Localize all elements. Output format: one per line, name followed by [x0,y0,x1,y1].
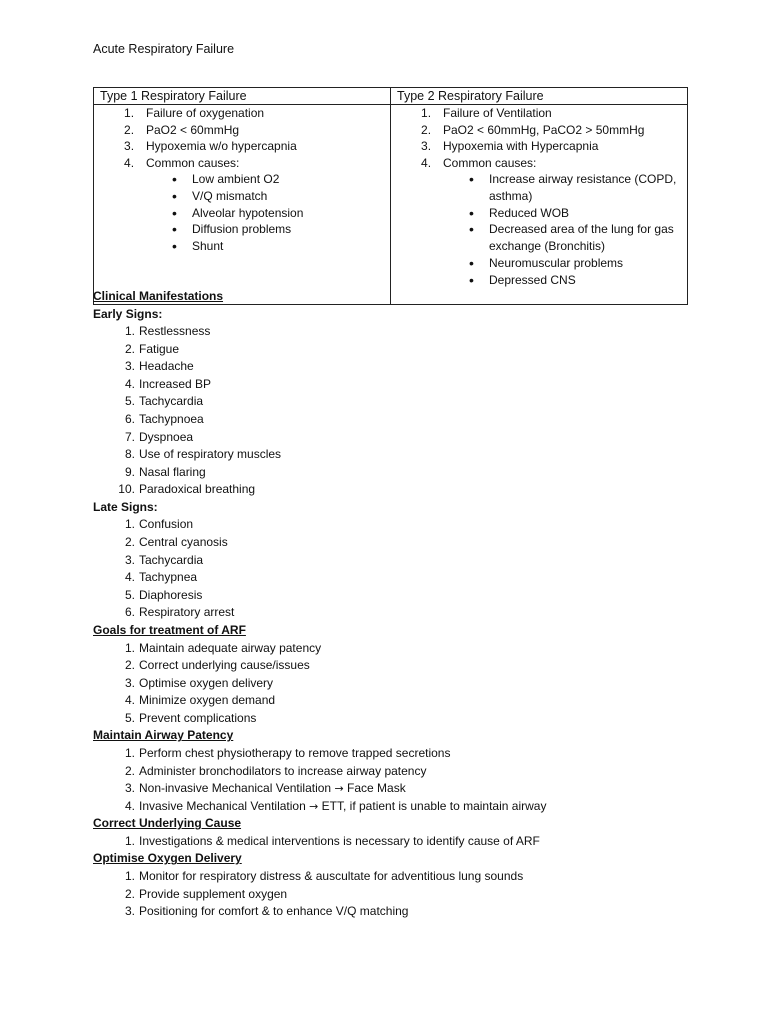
list-item: Positioning for comfort & to enhance V/Q matching [139,904,409,919]
early-signs-list [93,323,733,499]
bullet-item: • Depressed CNS [489,272,687,289]
list-item [443,155,687,289]
list-item: PaO2 < 60mmHg, PaCO2 > 50mmHg [443,122,645,137]
late-signs-list [93,516,733,622]
list-item: Diaphoresis [139,587,203,602]
type2-list [397,105,687,289]
list-item: PaO2 < 60mmHg [146,122,240,137]
list-item-label: Common causes: [146,155,240,170]
oxygen-delivery-list [93,868,733,921]
list-item: Correct underlying cause/issues [139,658,310,673]
list-item [146,155,390,255]
list-item [139,798,733,816]
list-item: Use of respiratory muscles [139,447,282,462]
list-item: Respiratory arrest [139,605,235,620]
type1-header: Type 1 Respiratory Failure [94,88,391,105]
list-item: Tachycardia [139,394,204,409]
list-item: Increased BP [139,376,212,391]
right-arrow-icon: → [309,799,319,813]
bullet-item: • Reduced WOB [489,205,687,222]
goals-heading: Goals for treatment of ARF [93,623,246,637]
type1-cell [94,105,391,305]
bullet-item: • Increase airway resistance (COPD, asthma) [489,171,687,205]
late-signs-label: Late Signs: [93,499,158,514]
list-item: Confusion [139,517,194,532]
list-item-text: Invasive Mechanical Ventilation [139,798,306,813]
underlying-cause-list [93,833,733,851]
list-item-text: Face Mask [347,781,406,796]
type1-list [100,105,390,255]
list-item: Central cyanosis [139,535,228,550]
clinical-manifestations-heading: Clinical Manifestations [93,289,224,303]
list-item: Administer bronchodilators to increase airway patency [139,763,427,778]
bullet-item: • Decreased area of the lung for gas exchange (Bronchitis) [489,221,687,255]
bullet-item: • V/Q mismatch [192,188,390,205]
list-item: Prevent complications [139,710,257,725]
bullet-item: • Shunt [192,238,390,255]
airway-patency-heading: Maintain Airway Patency [93,728,234,743]
right-arrow-icon: → [334,782,344,796]
document-body [93,288,733,921]
type2-header: Type 2 Respiratory Failure [391,88,688,105]
list-item: Hypoxemia w/o hypercapnia [146,139,297,153]
bullet-item: • Low ambient O2 [192,171,390,188]
list-item: Dyspnoea [139,429,194,444]
list-item: Monitor for respiratory distress & auscultate for adventitious lung sounds [139,868,524,883]
list-item-text: Non-invasive Mechanical Ventilation [139,781,332,796]
oxygen-delivery-heading: Optimise Oxygen Delivery [93,851,242,866]
type1-causes-list [146,171,390,255]
list-item: Tachycardia [139,552,204,567]
type2-causes-list [443,171,687,289]
airway-patency-list [93,745,733,815]
list-item: Tachypnea [139,570,198,585]
list-item: Restlessness [139,324,211,338]
list-item: Fatigue [139,341,180,356]
document-title: Acute Respiratory Failure [93,42,235,56]
list-item-text: ETT, if patient is unable to maintain airway [321,798,547,813]
list-item: Headache [139,359,194,374]
bullet-item: • Alveolar hypotension [192,205,390,222]
list-item: Failure of Ventilation [443,106,552,120]
list-item [139,780,733,798]
list-item: Minimize oxygen demand [139,693,276,708]
list-item: Nasal flaring [139,464,206,479]
bullet-item: • Neuromuscular problems [489,255,687,272]
list-item-label: Common causes: [443,155,537,170]
list-item: Investigations & medical interventions is necessary to identify cause of ARF [139,833,540,848]
list-item: Failure of oxygenation [146,106,265,120]
list-item: Perform chest physiotherapy to remove trapped secretions [139,745,451,760]
early-signs-label: Early Signs: [93,306,163,321]
respiratory-failure-types-table [93,87,688,305]
goals-list [93,640,733,728]
list-item: Paradoxical breathing [139,482,256,497]
list-item: Optimise oxygen delivery [139,675,274,690]
bullet-item: • Diffusion problems [192,221,390,238]
list-item: Tachypnoea [139,411,204,426]
list-item: Maintain adequate airway patency [139,640,322,655]
list-item: Provide supplement oxygen [139,886,288,901]
list-item: Hypoxemia with Hypercapnia [443,139,599,153]
underlying-cause-heading: Correct Underlying Cause [93,816,242,831]
type2-cell [391,105,688,305]
